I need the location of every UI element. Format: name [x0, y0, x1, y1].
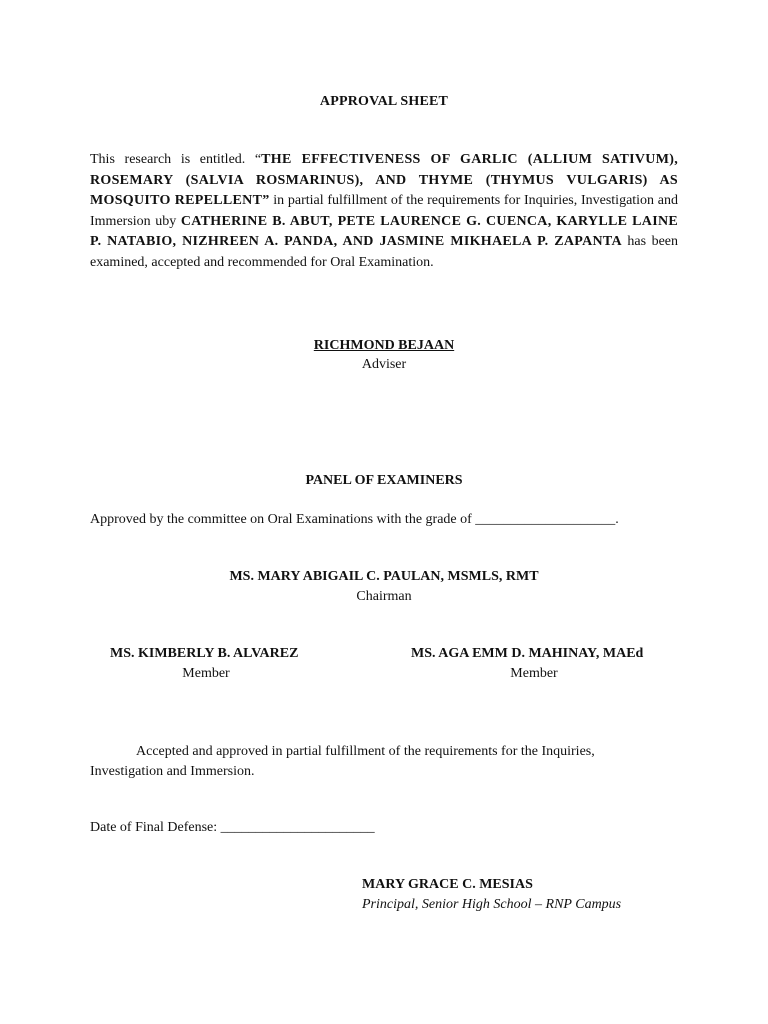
- member-role: Member: [510, 666, 558, 681]
- research-paragraph: [90, 150, 678, 273]
- grade-approval-line: Approved by the committee on Oral Examinations with the grade of ____________________.: [90, 512, 619, 527]
- principal-name: MARY GRACE C. MESIAS: [362, 877, 533, 892]
- research-title: THE EFFECTIVENESS OF GARLIC (ALLIUM SATIVUM), ROSEMARY (SALVIA ROSMARINUS), AND THYME (THYMUS VULGARIS) AS MOSQUITO REPELLENT”: [90, 152, 678, 208]
- acceptance-statement: Accepted and approved in partial fulfillment of the requirements for the Inquiries, Investigation and Immersion.: [90, 744, 595, 779]
- member-role: Member: [182, 666, 230, 681]
- final-defense-date-line: Date of Final Defense: ______________________: [90, 820, 375, 835]
- principal-role: Principal, Senior High School – RNP Campus: [362, 897, 622, 912]
- intro-lead: This research is entitled. “: [90, 152, 262, 167]
- member-name: MS. KIMBERLY B. ALVAREZ: [110, 646, 299, 661]
- adviser-name: RICHMOND BEJAAN: [313, 338, 455, 353]
- chairman-role: Chairman: [356, 589, 412, 604]
- authors-list: CATHERINE B. ABUT, PETE LAURENCE G. CUENCA, KARYLLE LAINE P. NATABIO, NIZHREEN A. PANDA, AND JASMINE MIKHAELA P. ZAPANTA: [90, 213, 678, 249]
- intro-middle: in partial fulfillment of the requirements for Inquiries, Investigation and Immersion uby: [90, 193, 678, 229]
- panel-heading: PANEL OF EXAMINERS: [305, 473, 463, 488]
- chairman-name: MS. MARY ABIGAIL C. PAULAN, MSMLS, RMT: [229, 569, 539, 584]
- adviser-role: Adviser: [361, 357, 407, 372]
- intro-ending: has been examined, accepted and recommended for Oral Examination.: [90, 234, 678, 270]
- member-name: MS. AGA EMM D. MAHINAY, MAEd: [411, 646, 644, 661]
- page-title: APPROVAL SHEET: [319, 94, 449, 109]
